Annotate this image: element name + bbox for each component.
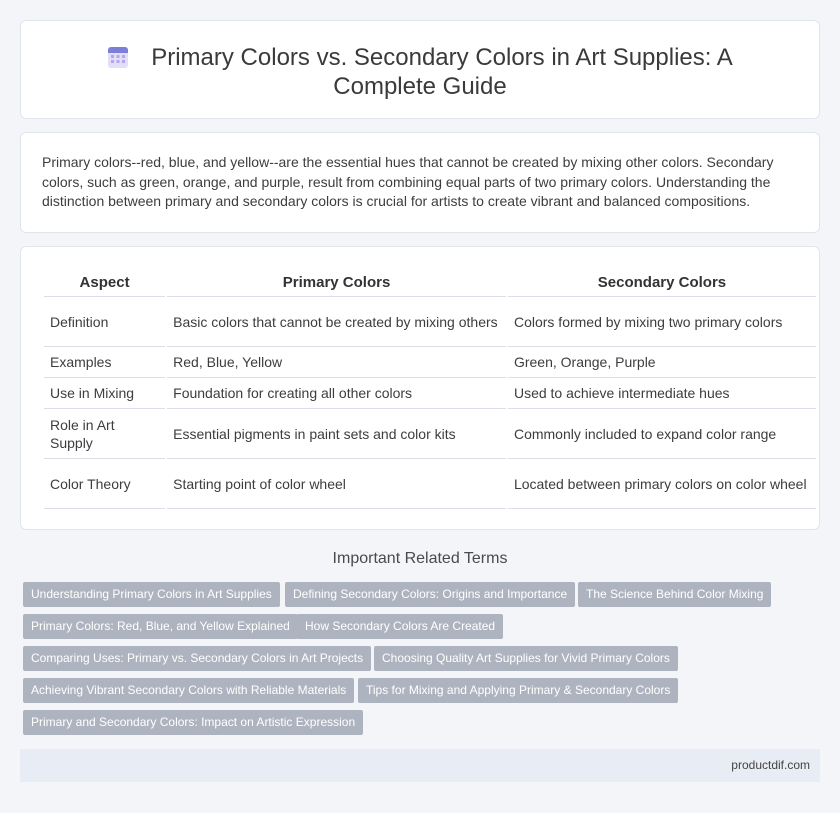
related-tag[interactable]: Primary Colors: Red, Blue, and Yellow Explained [23,614,298,639]
header-primary: Primary Colors [167,274,506,297]
table-cell: Located between primary colors on color wheel [508,459,816,509]
table-row [44,409,816,459]
table-cell: Foundation for creating all other colors [167,378,506,409]
related-tag[interactable]: Choosing Quality Art Supplies for Vivid Primary Colors [374,646,678,671]
related-tag[interactable]: Primary and Secondary Colors: Impact on Artistic Expression [23,710,363,735]
comparison-card [20,246,820,530]
table-cell: Red, Blue, Yellow [167,347,506,378]
table-cell: Green, Orange, Purple [508,347,816,378]
header-card [20,20,820,119]
calendar-icon [107,45,129,69]
intro-paragraph: Primary colors--red, blue, and yellow--are the essential hues that cannot be created by mixing other colors. Secondary colors, such as green, orange, and purple, result from combining equal parts of two primary colors. Understanding the distinction between primary and secondary colors is crucial for artists to create vibrant and balanced compositions. [42,154,774,209]
related-tag[interactable]: Comparing Uses: Primary vs. Secondary Colors in Art Projects [23,646,371,671]
table-header-row [44,274,816,297]
intro-card [20,132,820,233]
footer-site-link[interactable]: productdif.com [731,758,810,772]
page-title-block [21,43,819,101]
related-tag[interactable]: Understanding Primary Colors in Art Supplies [23,582,280,607]
related-tag[interactable]: Achieving Vibrant Secondary Colors with Reliable Materials [23,678,354,703]
table-cell: Use in Mixing [44,378,165,409]
related-tag[interactable]: Tips for Mixing and Applying Primary & Secondary Colors [358,678,678,703]
table-cell: Color Theory [44,459,165,509]
header-aspect: Aspect [44,274,165,297]
table-cell: Definition [44,297,165,347]
table-row [44,347,816,378]
table-cell: Examples [44,347,165,378]
footer [20,749,820,782]
table-cell: Starting point of color wheel [167,459,506,509]
table-cell: Colors formed by mixing two primary colors [508,297,816,347]
related-tag[interactable]: How Secondary Colors Are Created [297,614,503,639]
comparison-table [42,274,818,509]
table-row [44,459,816,509]
related-terms-title: Important Related Terms [332,550,508,567]
table-cell: Commonly included to expand color range [508,409,816,459]
related-tag[interactable]: The Science Behind Color Mixing [578,582,771,607]
header-secondary: Secondary Colors [508,274,816,297]
table-row [44,297,816,347]
table-cell: Basic colors that cannot be created by mixing others [167,297,506,347]
table-cell: Role in Art Supply [44,409,165,459]
related-tag[interactable]: Defining Secondary Colors: Origins and Importance [285,582,575,607]
table-cell: Used to achieve intermediate hues [508,378,816,409]
table-cell: Essential pigments in paint sets and color kits [167,409,506,459]
page-title: Primary Colors vs. Secondary Colors in Art Supplies: A Complete Guide [151,44,733,100]
table-row [44,378,816,409]
